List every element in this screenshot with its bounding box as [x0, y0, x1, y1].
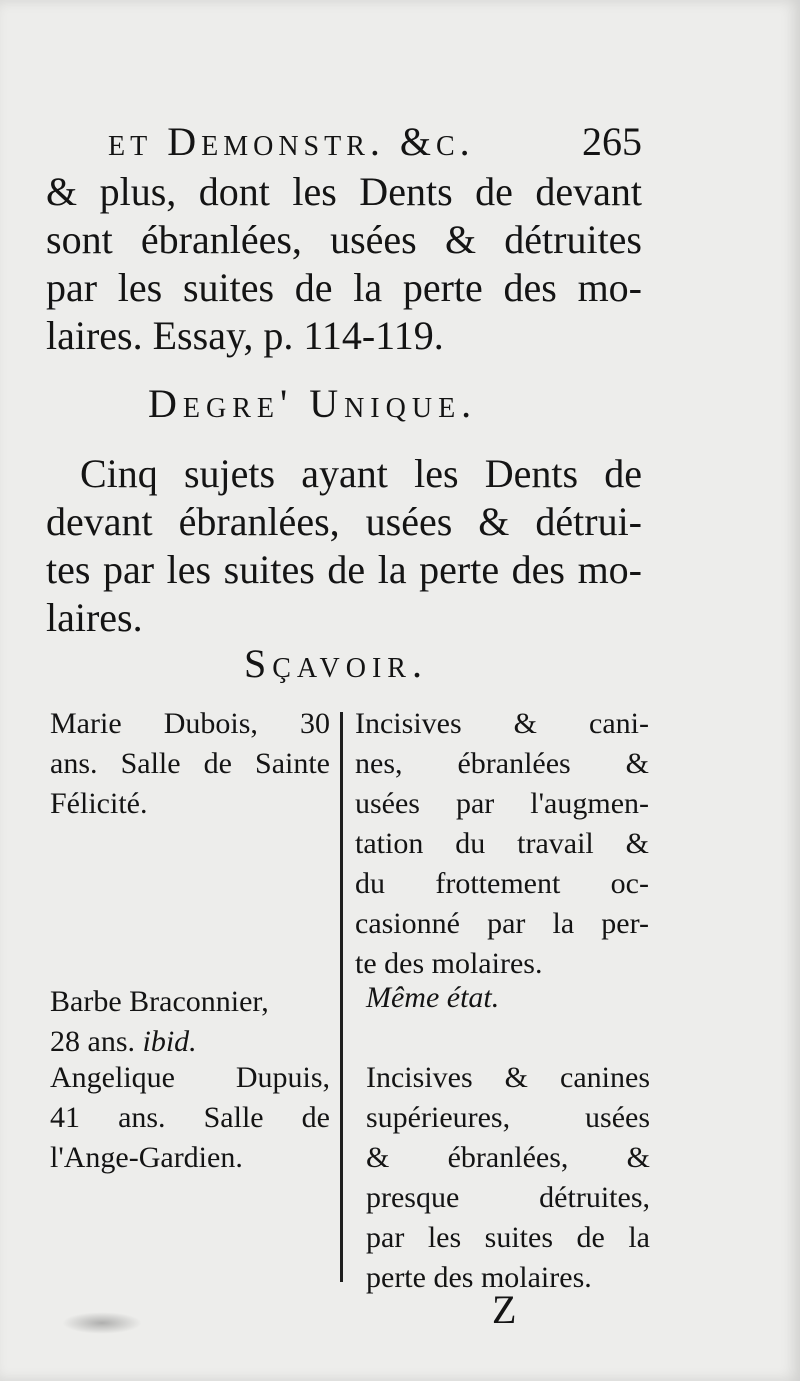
signature-mark: Z — [492, 1287, 517, 1332]
entry-1-left-line-2: ans. Salle de Sainte — [50, 747, 330, 780]
entry-1-right-line-1: Incisives & cani- — [355, 707, 649, 740]
running-header — [108, 118, 642, 166]
scavoir-heading: Sçavoir. — [244, 641, 428, 686]
entry-3-right-line-5: par les suites de la — [366, 1221, 650, 1254]
entry-3-right-line-6: perte des molaires. — [366, 1261, 592, 1294]
entry-2-right-text: Même état. — [366, 981, 500, 1014]
entry-1-right-line-3: usées par l'augmen- — [355, 787, 649, 820]
column-divider — [340, 712, 343, 1282]
entry-3-right-line-2: supérieures, usées — [366, 1101, 650, 1134]
entry-2-left-ref: ibid. — [142, 1025, 197, 1058]
entry-1-right-line-5: du frottement oc- — [355, 867, 649, 900]
entry-3-right-line-3: & ébranlées, & — [366, 1141, 650, 1174]
entry-3-right-line-1: Incisives & canines — [366, 1061, 650, 1094]
entry-1-right-line-2: nes, ébranlées & — [355, 747, 649, 780]
entry-1-left-line-1: Marie Dubois, 30 — [50, 707, 330, 740]
section-line-3: tes par les suites de la perte des mo- — [46, 547, 642, 592]
section-line-4: laires. — [46, 595, 143, 640]
running-header-title: et Demonstr. &c. — [108, 119, 475, 164]
entry-3-left-line-3: l'Ange-Gardien. — [50, 1141, 243, 1174]
section-line-1: Cinq sujets ayant les Dents de — [80, 451, 642, 496]
entry-2-left-name: Barbe Braconnier, — [50, 985, 269, 1018]
intro-line-1: & plus, dont les Dents de devant — [46, 169, 642, 214]
entry-1-right-line-6: casionné par la per- — [355, 907, 649, 940]
intro-line-2: sont ébranlées, usées & détruites — [46, 217, 642, 262]
section-heading: Degre' Unique. — [148, 381, 478, 426]
entry-3-left-line-2: 41 ans. Salle de — [50, 1101, 330, 1134]
entry-3-right-line-4: presque détruites, — [366, 1181, 650, 1214]
entry-2-left-age-line — [50, 1022, 330, 1062]
intro-line-4: laires. Essay, p. 114-119. — [46, 313, 444, 358]
page-number: 265 — [582, 119, 642, 164]
entry-1-right-line-4: tation du travail & — [355, 827, 649, 860]
ink-smudge — [62, 1312, 142, 1334]
entry-2-left-age: 28 ans. — [50, 1025, 135, 1058]
section-line-2: devant ébranlées, usées & détrui- — [46, 499, 642, 544]
entry-1-right-line-7: te des molaires. — [355, 947, 543, 980]
entry-1-left-line-3: Félicité. — [50, 787, 148, 820]
entry-3-left-line-1: Angelique Dupuis, — [50, 1061, 330, 1094]
intro-line-3: par les suites de la perte des mo- — [46, 265, 642, 310]
